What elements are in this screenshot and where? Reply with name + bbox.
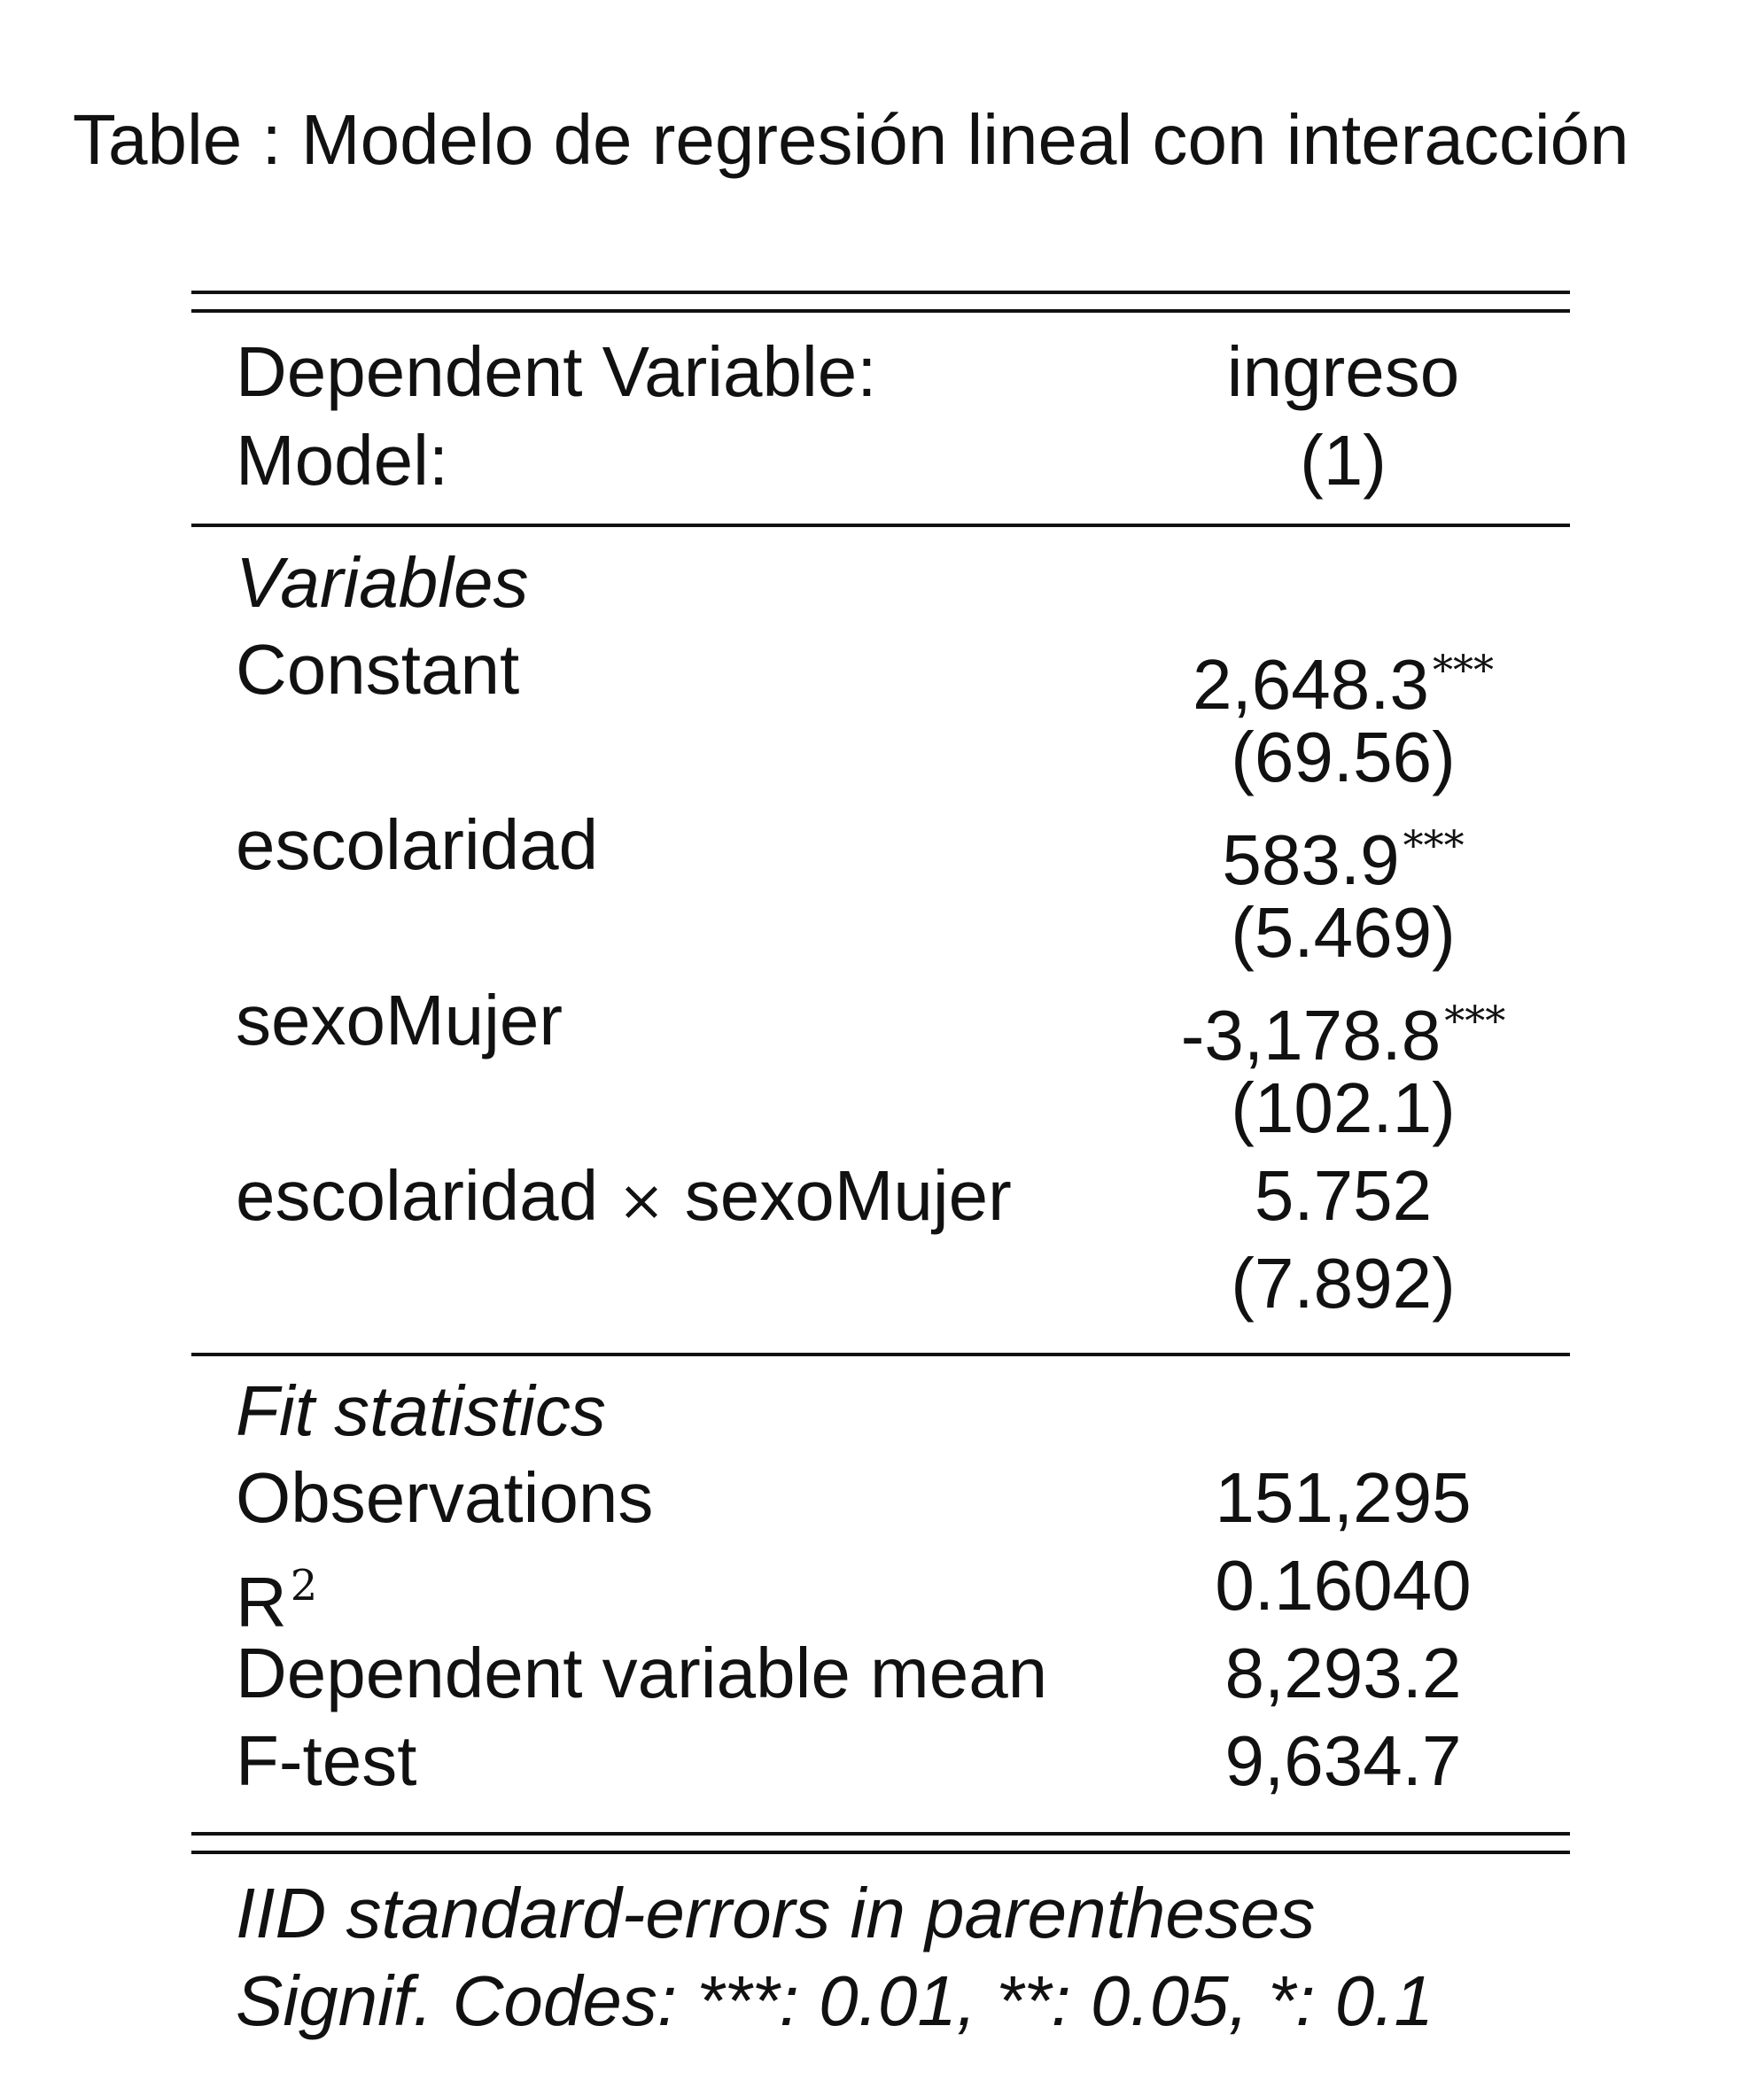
variable-name: escolaridad bbox=[236, 805, 599, 884]
interaction-term-part1: escolaridad bbox=[236, 1156, 599, 1235]
fit-stat-row-dep-mean bbox=[236, 1631, 1570, 1716]
times-icon: × bbox=[618, 1168, 665, 1234]
fit-statistics-section-title-row bbox=[236, 1369, 1570, 1454]
top-rule-1 bbox=[191, 291, 1570, 294]
coefficient-number: 583.9 bbox=[1222, 820, 1400, 899]
standard-error-value: (7.892) bbox=[1231, 1244, 1456, 1323]
bottom-rule-2 bbox=[191, 1851, 1570, 1854]
variables-section-title-row bbox=[236, 540, 1570, 625]
ftest-value: 9,634.7 bbox=[1224, 1721, 1462, 1800]
r2-label bbox=[236, 1543, 317, 1645]
table-row bbox=[236, 803, 1570, 899]
standard-error-value: (69.56) bbox=[1231, 718, 1456, 796]
table-row bbox=[236, 1153, 1570, 1238]
model-value: (1) bbox=[1300, 421, 1387, 500]
coefficient-value bbox=[1181, 978, 1506, 1078]
table-row bbox=[236, 627, 1570, 724]
table-row bbox=[236, 978, 1570, 1075]
header-row-model bbox=[236, 418, 1570, 503]
note-signif-codes: Signif. Codes: ***: 0.01, **: 0.05, *: 0.1 bbox=[236, 1961, 1434, 2040]
variable-name bbox=[236, 1153, 1012, 1244]
standard-error-value: (102.1) bbox=[1231, 1068, 1456, 1147]
variables-section-title: Variables bbox=[236, 543, 529, 622]
fit-stat-row-r2 bbox=[236, 1543, 1570, 1642]
fit-statistics-section-title: Fit statistics bbox=[236, 1371, 606, 1450]
r2-value: 0.16040 bbox=[1215, 1546, 1472, 1625]
r2-superscript: 2 bbox=[290, 1561, 318, 1611]
interaction-term-part2: sexoMujer bbox=[684, 1156, 1012, 1235]
observations-value: 151,295 bbox=[1215, 1458, 1472, 1537]
bottom-rule-1 bbox=[191, 1832, 1570, 1836]
header-rule bbox=[191, 524, 1570, 527]
coefficient-value: 5.752 bbox=[1254, 1156, 1433, 1235]
r2-label-base: R bbox=[236, 1563, 287, 1642]
significance-stars: *** bbox=[1403, 821, 1465, 869]
model-label: Model: bbox=[236, 421, 449, 500]
table-caption: Table : Modelo de regresión lineal con interacción bbox=[73, 100, 1629, 179]
coefficient-number: -3,178.8 bbox=[1180, 996, 1442, 1075]
ftest-label: F-test bbox=[236, 1721, 417, 1800]
note-standard-errors: IID standard-errors in parentheses bbox=[236, 1874, 1316, 1952]
table-row-se bbox=[236, 890, 1570, 975]
coefficient-number: 2,648.3 bbox=[1193, 645, 1429, 724]
significance-stars: *** bbox=[1444, 997, 1506, 1044]
fit-stat-row-ftest bbox=[236, 1719, 1570, 1804]
header-row-dependent-variable bbox=[236, 330, 1570, 415]
dependent-variable-label: Dependent Variable: bbox=[236, 332, 877, 411]
table-row-se bbox=[236, 1066, 1570, 1151]
dep-mean-label: Dependent variable mean bbox=[236, 1634, 1048, 1712]
variables-rule bbox=[191, 1353, 1570, 1356]
dep-mean-value: 8,293.2 bbox=[1224, 1634, 1462, 1712]
standard-error-value: (5.469) bbox=[1231, 893, 1456, 972]
variable-name: sexoMujer bbox=[236, 981, 563, 1060]
dependent-variable-value: ingreso bbox=[1226, 332, 1460, 411]
observations-label: Observations bbox=[236, 1458, 654, 1537]
fit-stat-row-observations bbox=[236, 1455, 1570, 1541]
coefficient-value bbox=[1222, 803, 1464, 903]
table-row-se bbox=[236, 715, 1570, 800]
table-row-se bbox=[236, 1241, 1570, 1326]
top-rule-2 bbox=[191, 309, 1570, 313]
significance-stars: *** bbox=[1432, 646, 1494, 694]
coefficient-value bbox=[1193, 627, 1494, 727]
variable-name: Constant bbox=[236, 630, 520, 709]
